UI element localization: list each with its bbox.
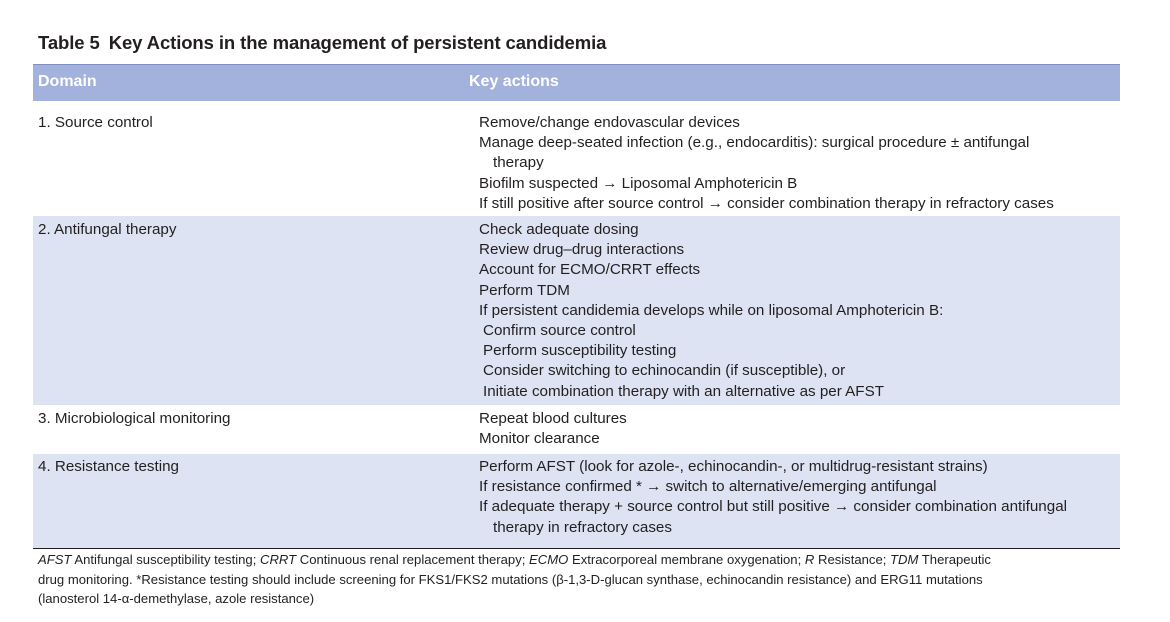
action-line: If resistance confirmed * → switch to alternative/emerging antifungal: [479, 478, 937, 496]
header-domain: Domain: [38, 73, 97, 90]
table-header: [33, 64, 1120, 101]
abbr-def: Antifungal susceptibility testing;: [71, 552, 260, 567]
action-line: Biofilm suspected → Liposomal Amphotericin B: [479, 174, 798, 192]
table-row-antifungal-therapy: [33, 216, 1120, 406]
table-footnote: [38, 550, 1118, 609]
table-number: Table 5: [38, 32, 100, 53]
row-domain: 4. Resistance testing: [38, 458, 179, 475]
row-actions: [479, 409, 1115, 449]
footnote-line-1: [38, 550, 1118, 570]
header-key-actions: Key actions: [469, 73, 559, 90]
action-line: Perform TDM: [479, 281, 570, 299]
action-line: Account for ECMO/CRRT effects: [479, 261, 701, 279]
action-line: Check adequate dosing: [479, 221, 639, 238]
row-domain: 1. Source control: [38, 114, 153, 131]
table-title: Key Actions in the management of persistent candidemia: [108, 32, 607, 53]
table-row-source-control: [33, 101, 1120, 216]
footnote-line-3: (lanosterol 14-α-demethylase, azole resistance): [38, 591, 315, 606]
table-row-resistance-testing: [33, 454, 1120, 549]
row-actions: [479, 113, 1115, 214]
table-caption: [38, 32, 606, 54]
footnote-line-2: drug monitoring. *Resistance testing should include screening for FKS1/FKS2 mutations (β-1,3-D-glucan synthase, echinocandin resistance) and ERG11 mutations: [38, 571, 983, 587]
abbr: ECMO: [529, 552, 569, 567]
row-actions: [479, 220, 1115, 402]
action-line: Remove/change endovascular devices: [479, 114, 740, 131]
action-line: Perform AFST (look for azole-, echinocandin-, or multidrug-resistant strains): [479, 458, 988, 475]
abbr: TDM: [890, 552, 919, 567]
abbr-def: Extracorporeal membrane oxygenation;: [568, 552, 805, 567]
abbr-def: Therapeutic: [918, 552, 991, 567]
row-actions: [479, 457, 1115, 538]
action-line: Manage deep-seated infection (e.g., endocarditis): surgical procedure ± antifungal: [479, 134, 1030, 152]
action-subitem: Perform susceptibility testing: [483, 342, 677, 360]
key-actions-table: [33, 64, 1120, 549]
action-line: If persistent candidemia develops while on liposomal Amphotericin B:: [479, 301, 944, 319]
action-line-continuation: therapy in refractory cases: [493, 518, 672, 536]
action-line: Review drug–drug interactions: [479, 241, 685, 259]
row-domain: 2. Antifungal therapy: [38, 221, 177, 238]
abbr: R: [804, 552, 815, 567]
table-row-microbiological-monitoring: [33, 406, 1120, 454]
action-line: If still positive after source control → consider combination therapy in refractory cases: [479, 194, 1054, 212]
row-domain: 3. Microbiological monitoring: [38, 410, 231, 427]
action-line-continuation: therapy: [493, 154, 544, 172]
action-line: Repeat blood cultures: [479, 410, 627, 427]
action-subitem: Initiate combination therapy with an alternative as per AFST: [483, 382, 884, 400]
abbr-def: Continuous renal replacement therapy;: [296, 552, 530, 567]
action-line: Monitor clearance: [479, 430, 600, 448]
abbr: AFST: [38, 552, 72, 567]
action-line: If adequate therapy + source control but still positive → consider combination antifungal: [479, 498, 1068, 516]
abbr: CRRT: [259, 552, 297, 567]
abbr-def: Resistance;: [814, 552, 891, 567]
action-subitem: Consider switching to echinocandin (if susceptible), or: [483, 362, 846, 380]
action-subitem: Confirm source control: [483, 322, 636, 340]
